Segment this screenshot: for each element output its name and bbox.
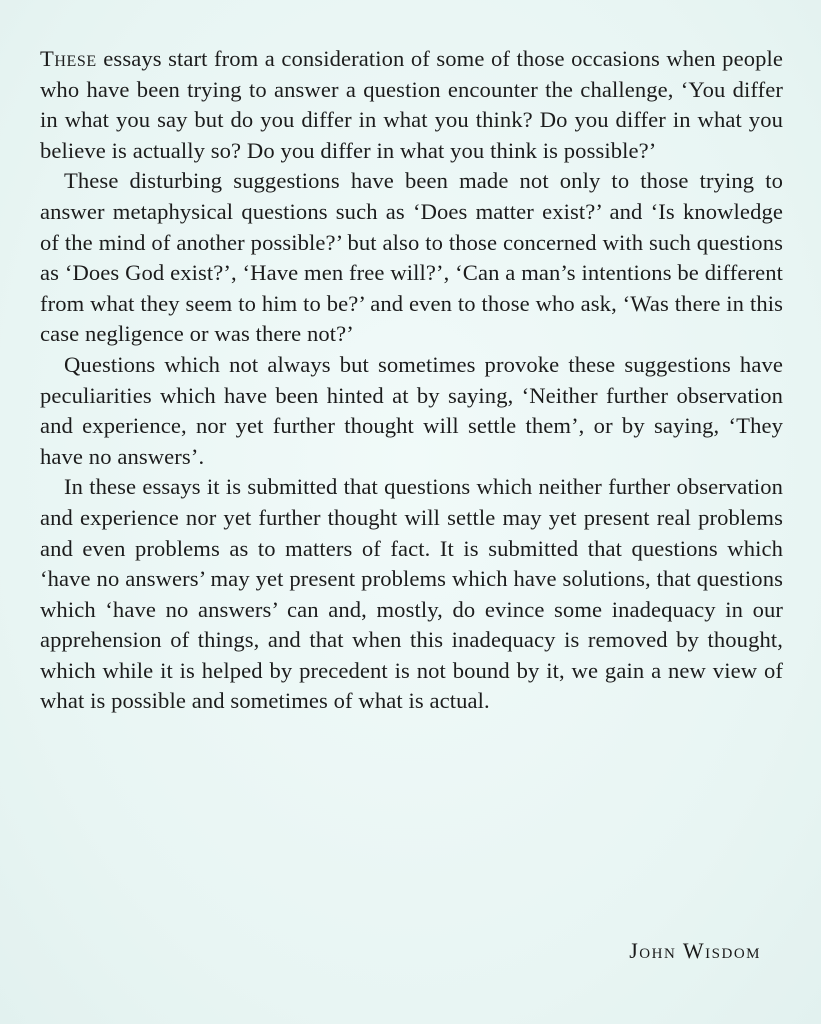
paragraph-2: These disturbing suggestions have been made not only to those trying to answer metaphysical questions such as ‘Does matter exist?’ and ‘Is knowledge of the mind of another possible?’ but also to those concerned with such questions as ‘Does God exist?’, ‘Have men free will?’, ‘Can a man’s intentions be different from what they seem to him to be?’ and even to those who ask, ‘Was there in this case negligence or was there not?’ xyxy=(40,168,783,347)
opening-small-caps-word: These xyxy=(40,46,97,71)
paragraph-3: Questions which not always but sometimes provoke these suggestions have peculiarities which have been hinted at by saying, ‘Neither further observation and experience, nor yet further thought will settle them’, or by saying, ‘They have no answers’. xyxy=(40,351,783,469)
paragraph-4: In these essays it is submitted that questions which neither further observation and experience nor yet further thought will settle may yet present real problems and even problems as to matters of fact. It is submitted that questions which ‘have no answers’ may yet present problems which have solutions, that questions which ‘have no answers’ can and, mostly, do evince some inadequacy in our apprehension of things, and that when this inadequacy is removed by thought, which while it is helped by precedent is not bound by it, we gain a new view of what is possible and sometimes of what is actual. xyxy=(40,474,783,714)
paragraph-1 xyxy=(40,44,783,166)
author-signature: John Wisdom xyxy=(629,938,761,963)
paragraph-1-text: essays start from a consideration of some of those occasions when people who have been trying to answer a question encounter the challenge, ‘You differ in what you say but do you differ in what you think? Do you differ in what you believe is actually so? Do you differ in what you think is possible?’ xyxy=(40,46,783,163)
